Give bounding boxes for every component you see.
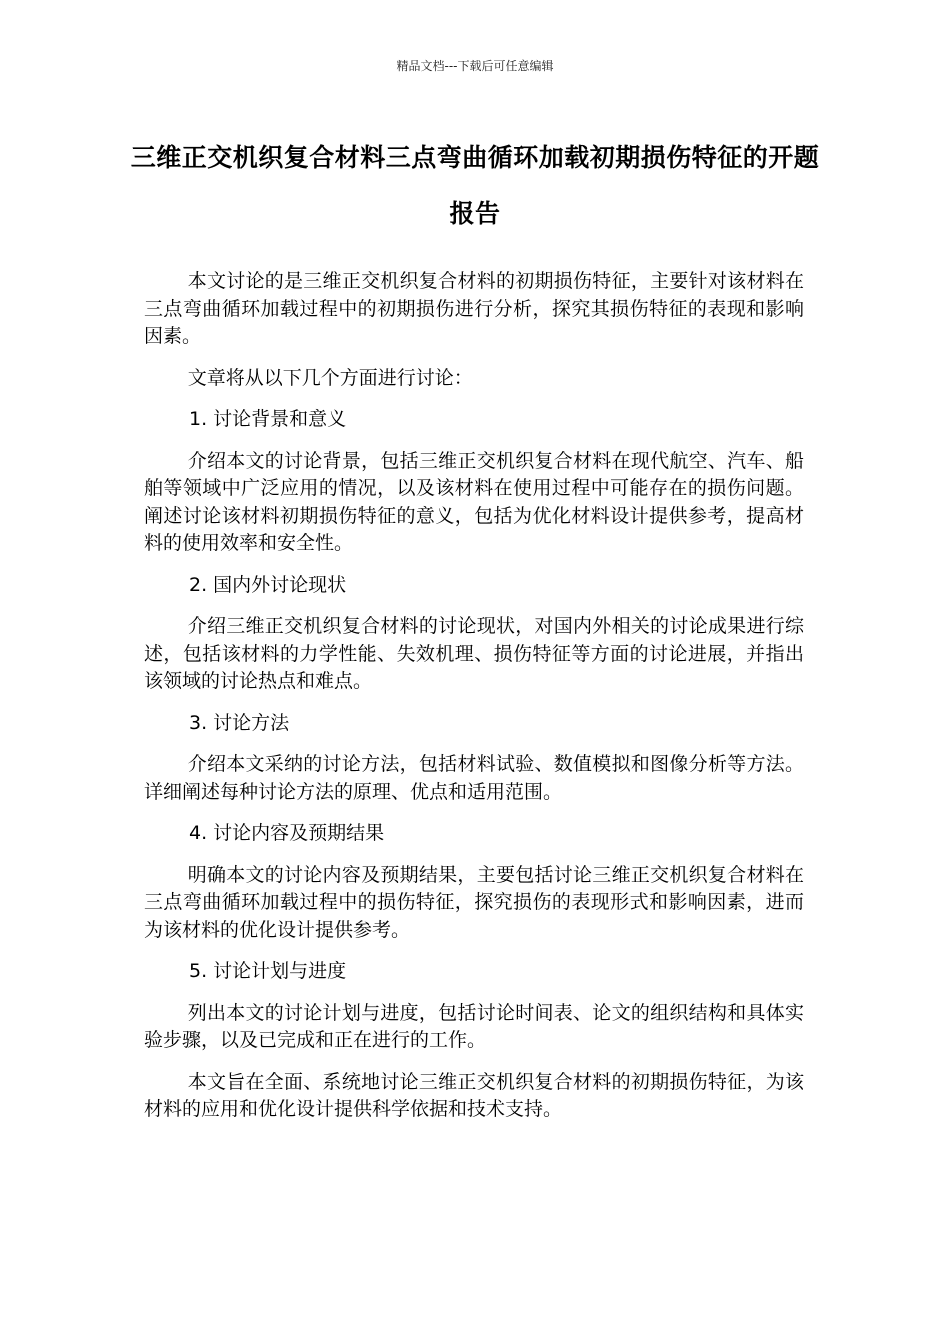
section-heading-2: 2. 国内外讨论现状 [189,573,347,596]
conclusion-paragraph: 本文旨在全面、系统地讨论三维正交机织复合材料的初期损伤特征，为该材料的应用和优化设计提供科学依据和技术支持。 [144,1070,804,1120]
document-title: 三维正交机织复合材料三点弯曲循环加载初期损伤特征的开题报告 [130,143,820,228]
intro-paragraph: 本文讨论的是三维正交机织复合材料的初期损伤特征，主要针对该材料在三点弯曲循环加载过程中的初期损伤进行分析，探究其损伤特征的表现和影响因素。 [144,270,804,347]
section-paragraph-1: 介绍本文的讨论背景，包括三维正交机织复合材料在现代航空、汽车、船舶等领域中广泛应用的情况，以及该材料在使用过程中可能存在的损伤问题。阐述讨论该材料初期损伤特征的意义，包括为优化材料设计提供参考，提高材料的使用效率和安全性。 [144,449,804,554]
page-header: 精品文档---下载后可任意编辑 [396,59,554,73]
outline-paragraph: 文章将从以下几个方面进行讨论： [187,366,473,389]
section-heading-5: 5. 讨论计划与进度 [189,960,347,982]
document-body [144,268,804,1138]
section-heading-1: 1. 讨论背景和意义 [189,408,347,430]
section-heading-4: 4. 讨论内容及预期结果 [189,822,385,844]
section-paragraph-4: 明确本文的讨论内容及预期结果，主要包括讨论三维正交机织复合材料在三点弯曲循环加载过程中的损伤特征，探究损伤的表现形式和影响因素，进而为该材料的优化设计提供参考。 [144,863,804,941]
section-paragraph-2: 介绍三维正交机织复合材料的讨论现状，对国内外相关的讨论成果进行综述，包括该材料的力学性能、失效机理、损伤特征等方面的讨论进展，并指出该领域的讨论热点和难点。 [144,615,804,692]
section-paragraph-5: 列出本文的讨论计划与进度，包括讨论时间表、论文的组织结构和具体实验步骤，以及已完成和正在进行的工作。 [144,1001,804,1051]
section-heading-3: 3. 讨论方法 [189,711,290,734]
section-paragraph-3: 介绍本文采纳的讨论方法，包括材料试验、数值模拟和图像分析等方法。详细阐述每种讨论方法的原理、优点和适用范围。 [144,753,804,803]
